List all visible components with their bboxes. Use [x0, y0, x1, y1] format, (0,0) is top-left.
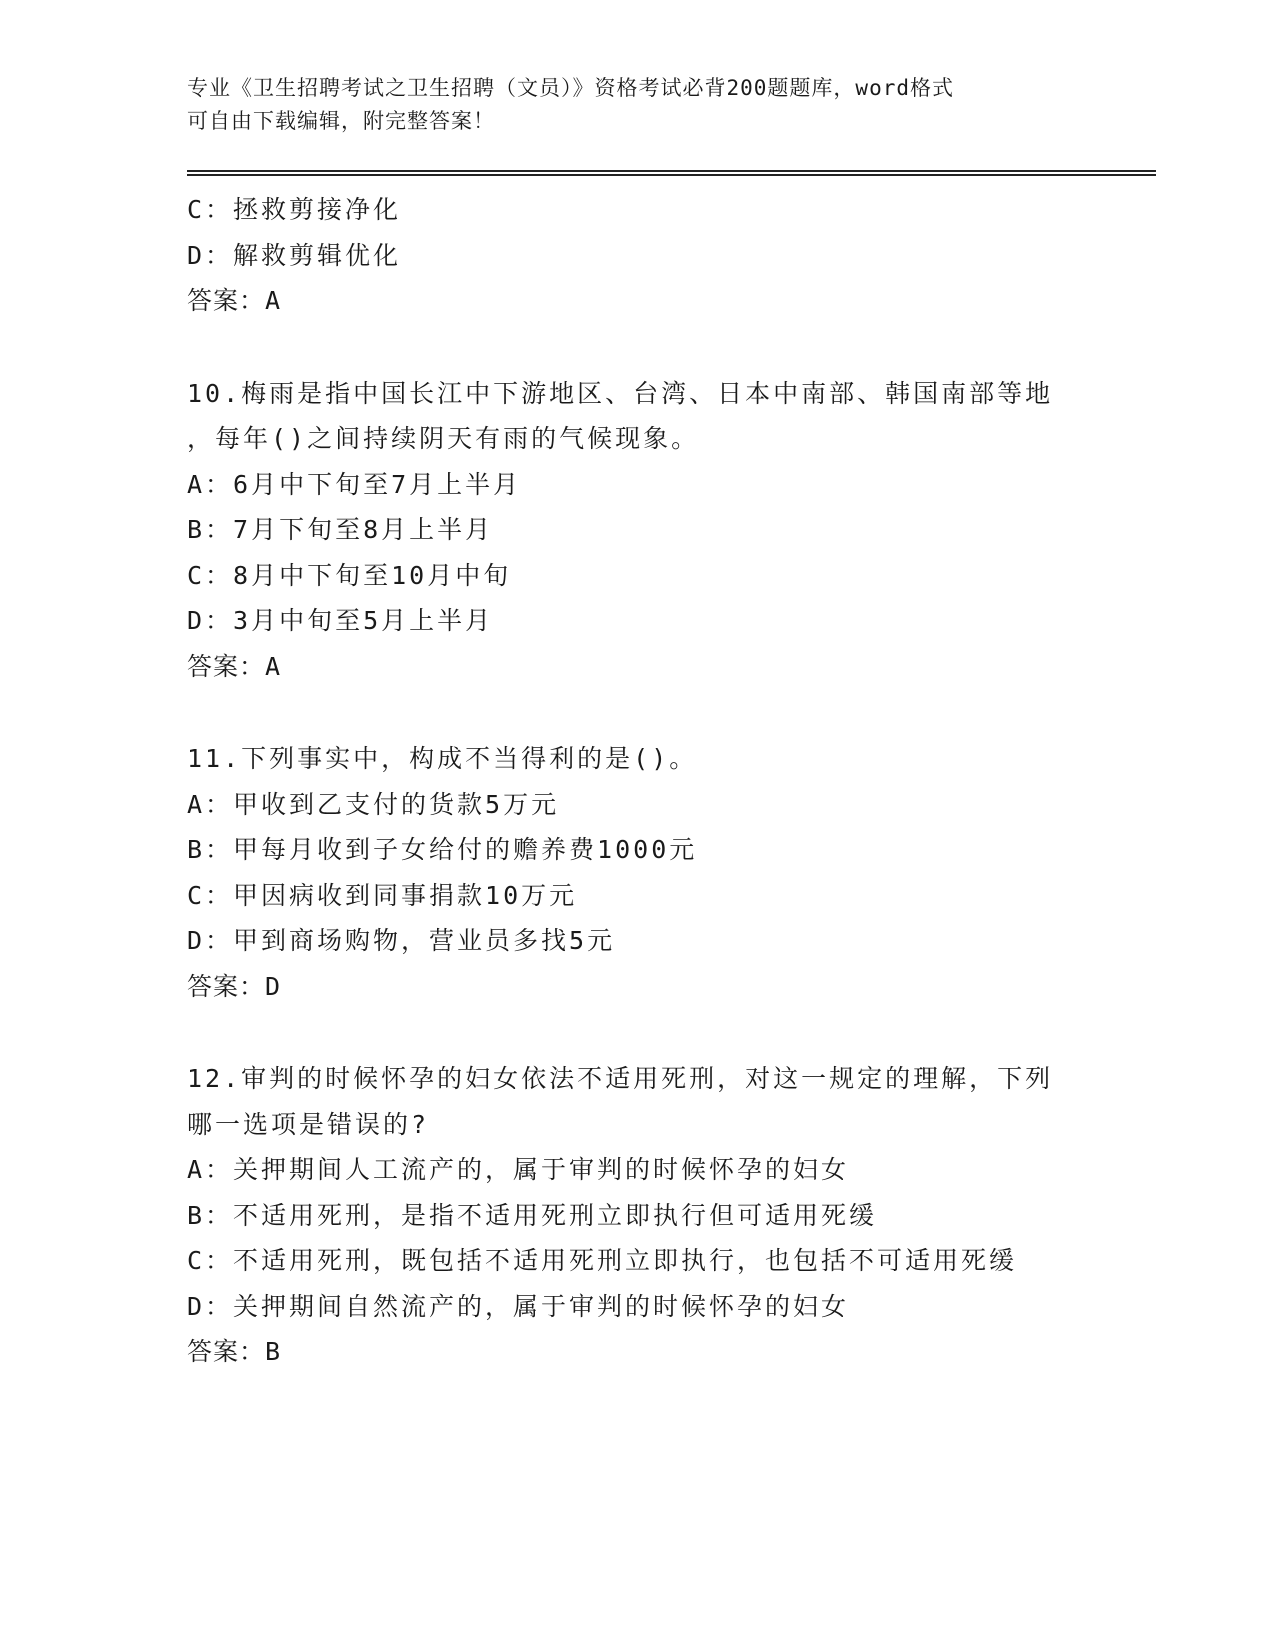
option-c: C：拯救剪接净化 [187, 195, 402, 224]
header-line-1: 专业《卫生招聘考试之卫生招聘（文员）》资格考试必背200题题库，word格式 [187, 76, 954, 100]
option-c: C：8月中下旬至10月中旬 [187, 560, 512, 590]
answer-line: 答案：A [187, 286, 282, 315]
question-stem: 12.审判的时候怀孕的妇女依法不适用死刑，对这一规定的理解，下列 [187, 1064, 1054, 1093]
question-block-11 [187, 736, 1087, 1009]
question-block-10 [187, 371, 1087, 690]
question-stem-cont: ，每年()之间持续阴天有雨的气候现象。 [187, 424, 700, 453]
answer-line: 答案：B [187, 1337, 282, 1366]
option-a: A：关押期间人工流产的，属于审判的时候怀孕的妇女 [187, 1155, 850, 1184]
option-b: B：7月下旬至8月上半月 [187, 515, 494, 544]
option-b: B：甲每月收到子女给付的赡养费1000元 [187, 835, 698, 864]
option-d: D：解救剪辑优化 [187, 240, 402, 270]
question-list [187, 187, 1087, 1375]
option-d: D：3月中旬至5月上半月 [187, 606, 494, 635]
option-a: A：甲收到乙支付的货款5万元 [187, 789, 560, 819]
option-a: A：6月中下旬至7月上半月 [187, 469, 522, 499]
header-line-2: 可自由下载编辑，附完整答案！ [187, 109, 495, 133]
question-stem-cont: 哪一选项是错误的? [187, 1109, 430, 1139]
document-header [187, 72, 1067, 138]
question-block-12 [187, 1056, 1087, 1375]
spacer [187, 689, 1087, 736]
spacer [187, 324, 1087, 371]
option-b: B：不适用死刑，是指不适用死刑立即执行但可适用死缓 [187, 1200, 878, 1230]
header-rule-lower [187, 174, 1156, 176]
answer-line: 答案：D [187, 971, 282, 1001]
option-c: C：甲因病收到同事捐款10万元 [187, 880, 578, 910]
option-c: C：不适用死刑，既包括不适用死刑立即执行，也包括不可适用死缓 [187, 1246, 1018, 1275]
answer-line: 答案：A [187, 651, 282, 681]
header-rule-upper [187, 170, 1156, 172]
question-stem: 11.下列事实中，构成不当得利的是()。 [187, 744, 698, 773]
question-block-9-continued [187, 187, 1087, 324]
spacer [187, 1009, 1087, 1056]
option-d: D：关押期间自然流产的，属于审判的时候怀孕的妇女 [187, 1291, 850, 1321]
question-stem: 10.梅雨是指中国长江中下游地区、台湾、日本中南部、韩国南部等地 [187, 378, 1054, 408]
option-d: D：甲到商场购物，营业员多找5元 [187, 926, 616, 955]
